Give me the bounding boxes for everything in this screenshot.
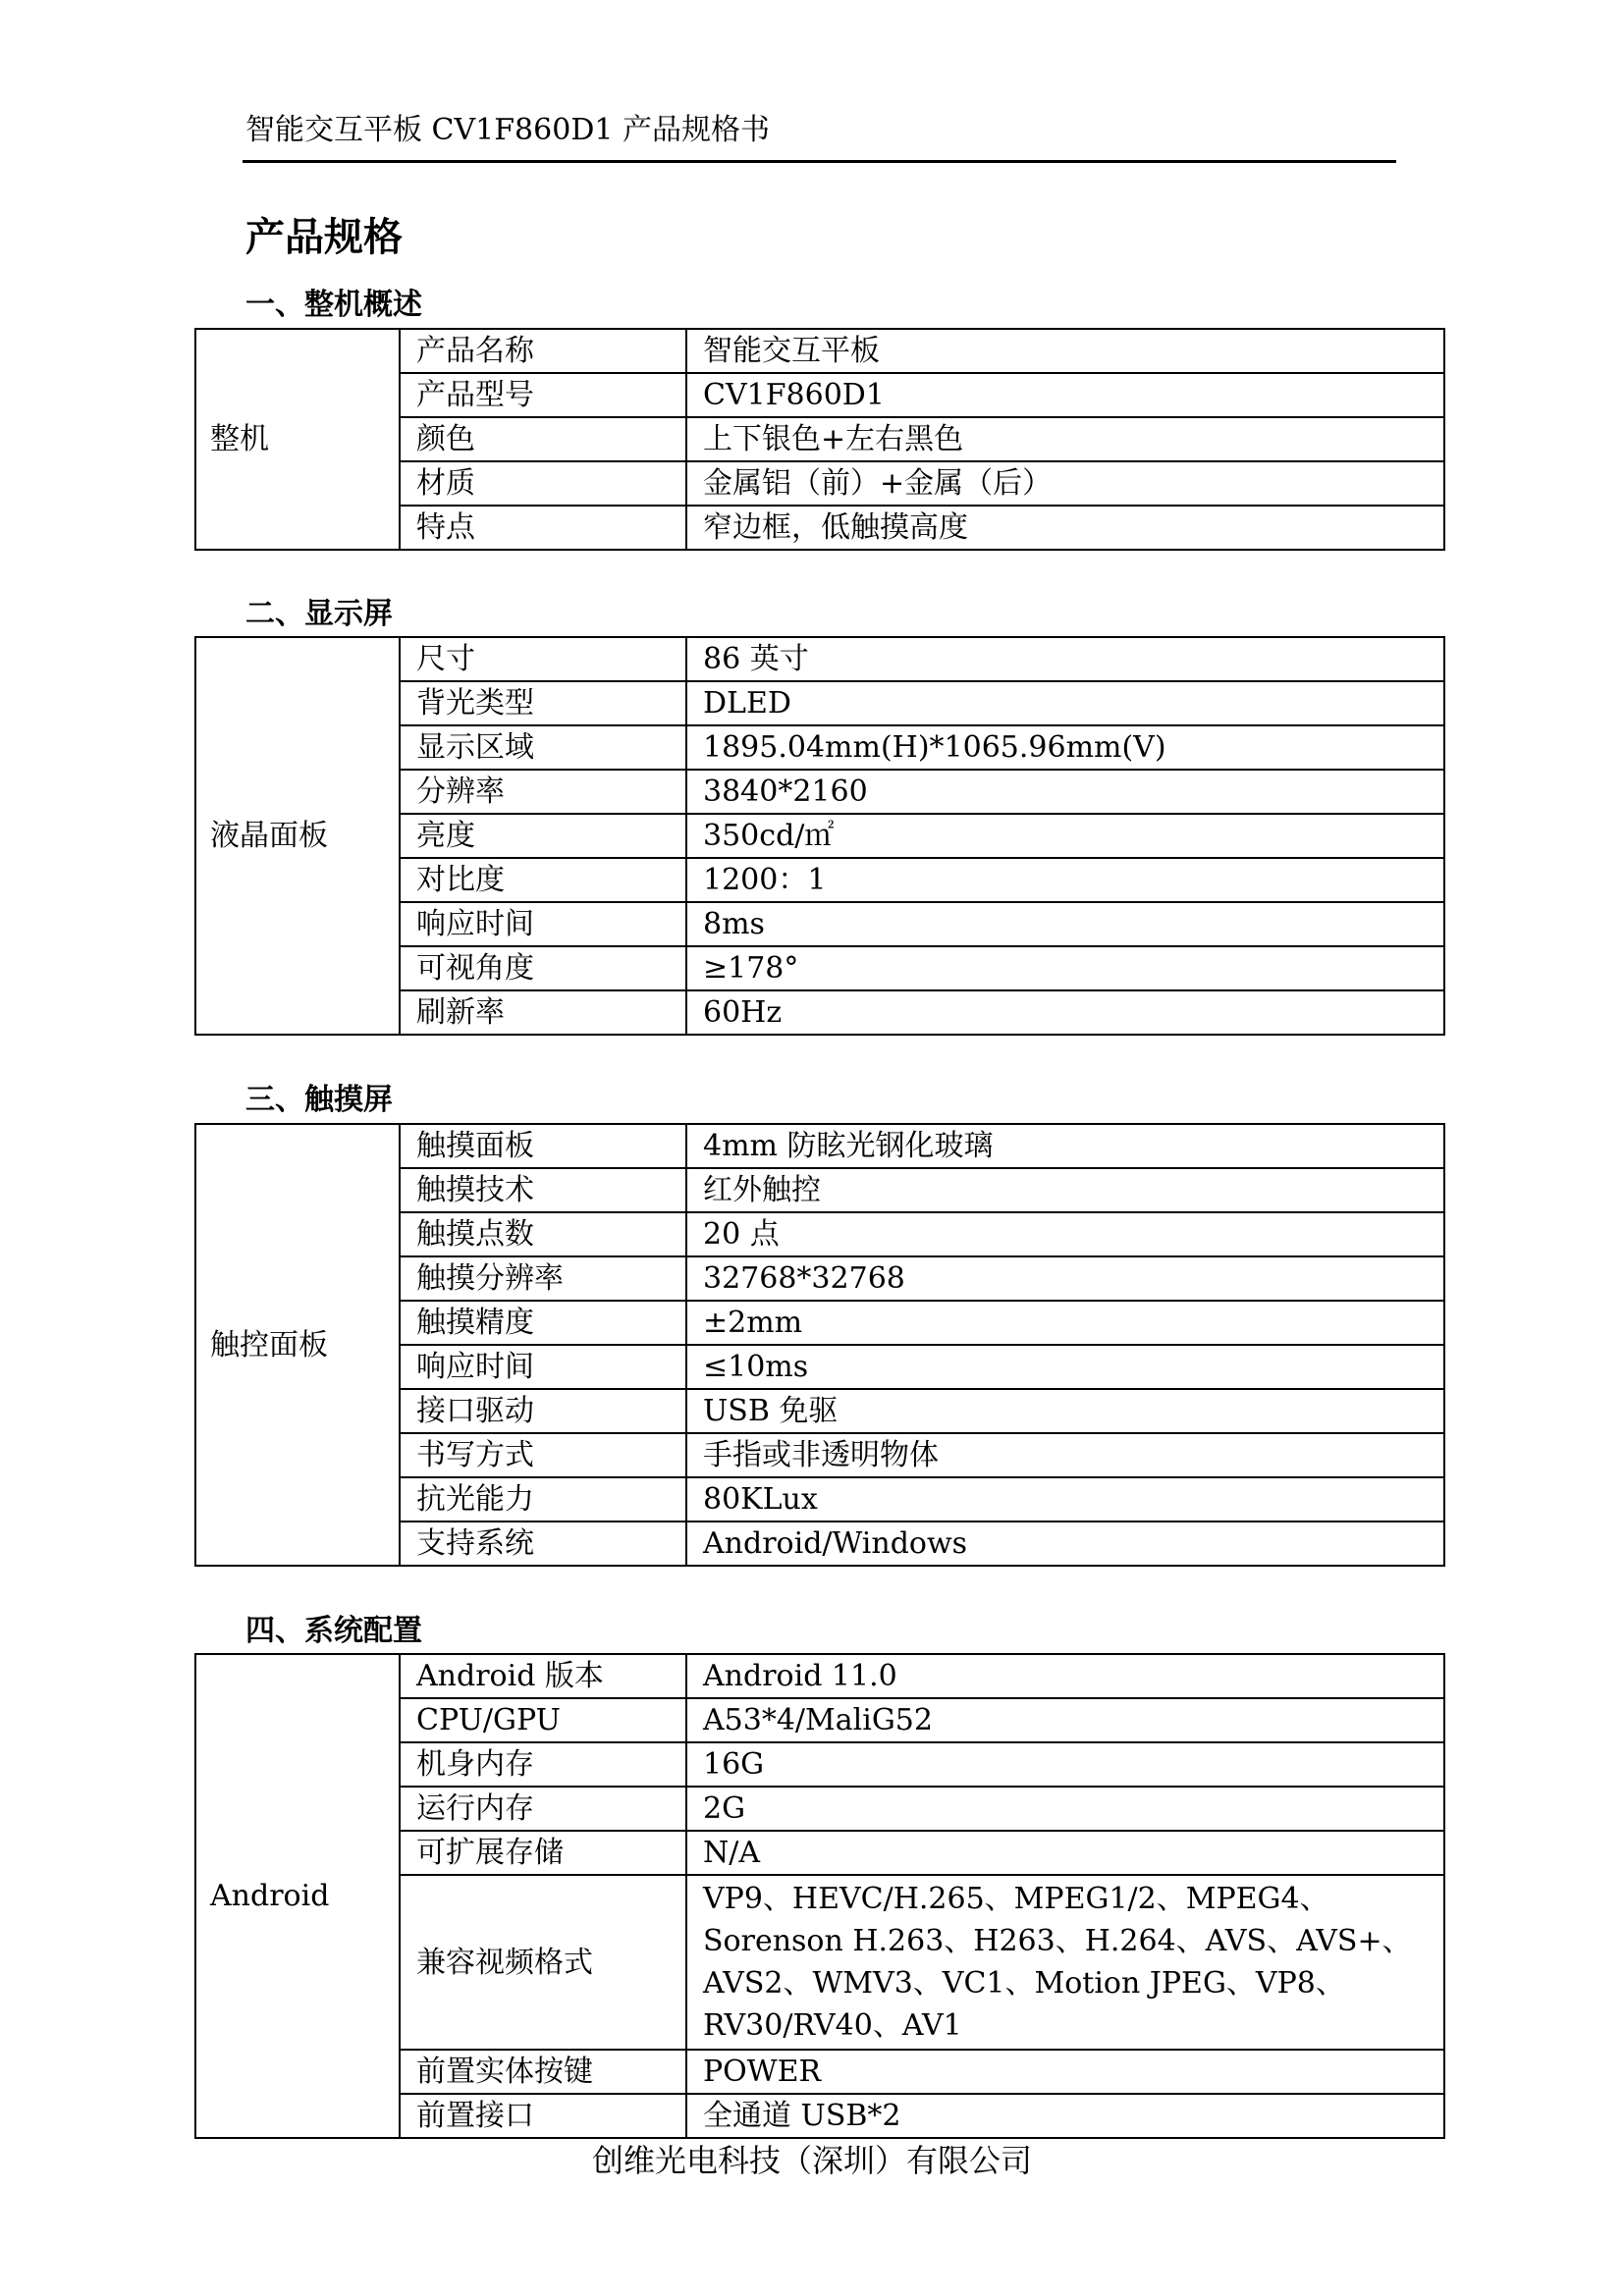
spec-value: N/A — [686, 1831, 1444, 1875]
group-label: 整机 — [195, 329, 400, 550]
spec-label: 前置接口 — [400, 2094, 686, 2138]
group-label: 触控面板 — [195, 1124, 400, 1566]
spec-label: 对比度 — [400, 858, 686, 902]
spec-label: 颜色 — [400, 417, 686, 461]
spec-value: 全通道 USB*2 — [686, 2094, 1444, 2138]
spec-label: 书写方式 — [400, 1433, 686, 1477]
header-rule — [243, 160, 1396, 163]
spec-label: 产品名称 — [400, 329, 686, 373]
spec-label: 接口驱动 — [400, 1389, 686, 1433]
table-row — [195, 1124, 1444, 1168]
spec-label: 触摸面板 — [400, 1124, 686, 1168]
spec-value: 3840*2160 — [686, 770, 1444, 814]
spec-value: 金属铝（前）+金属（后） — [686, 461, 1444, 506]
spec-value: 智能交互平板 — [686, 329, 1444, 373]
spec-value: 手指或非透明物体 — [686, 1433, 1444, 1477]
spec-label: 前置实体按键 — [400, 2050, 686, 2094]
spec-label: 特点 — [400, 506, 686, 550]
spec-value: 80KLux — [686, 1477, 1444, 1522]
spec-value: ±2mm — [686, 1301, 1444, 1345]
section-heading-display: 二、显示屏 — [245, 597, 393, 631]
running-header: 智能交互平板 CV1F860D1 产品规格书 — [245, 113, 770, 147]
spec-label: 产品型号 — [400, 373, 686, 417]
spec-value: Android/Windows — [686, 1522, 1444, 1566]
spec-value: VP9、HEVC/H.265、MPEG1/2、MPEG4、Sorenson H.263、H263、H.264、AVS、AVS+、AVS2、WMV3、VC1、Motion JPEG、VP8、RV30/RV40、AV1 — [686, 1875, 1444, 2050]
spec-label: 可扩展存储 — [400, 1831, 686, 1875]
spec-label: 触摸点数 — [400, 1212, 686, 1256]
group-label: Android — [195, 1654, 400, 2138]
spec-value: 60Hz — [686, 990, 1444, 1035]
spec-value: 1200：1 — [686, 858, 1444, 902]
spec-value: 上下银色+左右黑色 — [686, 417, 1444, 461]
document-title: 产品规格 — [245, 214, 403, 260]
spec-value: 8ms — [686, 902, 1444, 946]
footer-company: 创维光电科技（深圳）有限公司 — [591, 2142, 1032, 2179]
spec-value: A53*4/MaliG52 — [686, 1698, 1444, 1742]
section-heading-touch: 三、触摸屏 — [245, 1083, 393, 1117]
spec-value: USB 免驱 — [686, 1389, 1444, 1433]
spec-value: 4mm 防眩光钢化玻璃 — [686, 1124, 1444, 1168]
spec-label: 运行内存 — [400, 1787, 686, 1831]
spec-label: 背光类型 — [400, 681, 686, 725]
spec-label: 分辨率 — [400, 770, 686, 814]
spec-label: 可视角度 — [400, 946, 686, 990]
spec-label: 兼容视频格式 — [400, 1875, 686, 2050]
section-heading-overview: 一、整机概述 — [245, 288, 422, 322]
spec-label: 亮度 — [400, 814, 686, 858]
spec-value: ≥178° — [686, 946, 1444, 990]
spec-value: CV1F860D1 — [686, 373, 1444, 417]
spec-value: 红外触控 — [686, 1168, 1444, 1212]
table-row — [195, 1654, 1444, 1698]
spec-label: 抗光能力 — [400, 1477, 686, 1522]
spec-table-display — [194, 636, 1445, 1036]
spec-label: 触摸精度 — [400, 1301, 686, 1345]
spec-value: DLED — [686, 681, 1444, 725]
spec-label: 触摸技术 — [400, 1168, 686, 1212]
spec-value: 窄边框，低触摸高度 — [686, 506, 1444, 550]
spec-value: ≤10ms — [686, 1345, 1444, 1389]
spec-label: Android 版本 — [400, 1654, 686, 1698]
spec-value: 32768*32768 — [686, 1256, 1444, 1301]
spec-table-system — [194, 1653, 1445, 2139]
table-row — [195, 637, 1444, 681]
spec-label: 尺寸 — [400, 637, 686, 681]
spec-label: 响应时间 — [400, 902, 686, 946]
section-heading-system: 四、系统配置 — [245, 1614, 422, 1648]
spec-label: 材质 — [400, 461, 686, 506]
spec-value: 2G — [686, 1787, 1444, 1831]
spec-label: 支持系统 — [400, 1522, 686, 1566]
spec-value: 20 点 — [686, 1212, 1444, 1256]
spec-label: 触摸分辨率 — [400, 1256, 686, 1301]
group-label: 液晶面板 — [195, 637, 400, 1035]
spec-table-overview — [194, 328, 1445, 551]
spec-value: 350cd/㎡ — [686, 814, 1444, 858]
spec-label: 显示区域 — [400, 725, 686, 770]
spec-table-touch — [194, 1123, 1445, 1567]
table-row — [195, 329, 1444, 373]
spec-label: 响应时间 — [400, 1345, 686, 1389]
spec-label: 刷新率 — [400, 990, 686, 1035]
spec-label: CPU/GPU — [400, 1698, 686, 1742]
spec-value: 16G — [686, 1742, 1444, 1787]
spec-label: 机身内存 — [400, 1742, 686, 1787]
spec-value: 86 英寸 — [686, 637, 1444, 681]
spec-value: 1895.04mm(H)*1065.96mm(V) — [686, 725, 1444, 770]
spec-value: POWER — [686, 2050, 1444, 2094]
spec-value: Android 11.0 — [686, 1654, 1444, 1698]
